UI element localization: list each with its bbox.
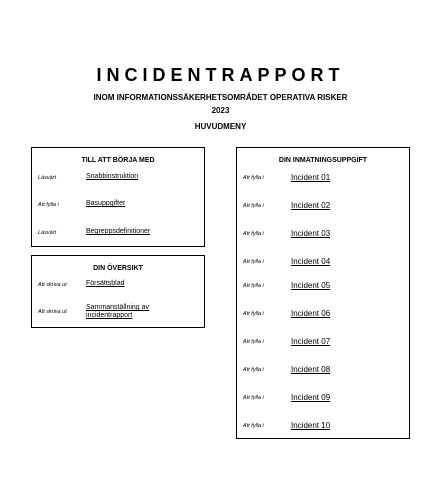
incident-06-link[interactable]: Incident 06 <box>291 309 331 318</box>
item-tag: Att skriva ut <box>38 309 67 315</box>
item-tag: Att fylla i <box>243 175 264 181</box>
incident-08-link[interactable]: Incident 08 <box>291 365 331 374</box>
incident-row <box>237 365 409 379</box>
incident-01-link[interactable]: Incident 01 <box>291 173 331 182</box>
incident-row <box>237 173 409 187</box>
item-tag: Att fylla i <box>243 423 264 429</box>
start-section <box>31 147 205 247</box>
item-tag: Att skriva ut <box>38 282 67 288</box>
menu-label: HUVUDMENY <box>194 122 247 131</box>
incident-row <box>237 229 409 243</box>
item-tag: Att fylla i <box>243 311 264 317</box>
page-subtitle: INOM INFORMATIONSSÄKERHETSOMRÅDET OPERATIVA RISKER <box>93 93 348 102</box>
basic-data-link[interactable]: Basuppgifter <box>86 200 126 207</box>
item-tag: Läsvärt <box>38 230 57 236</box>
input-section <box>236 147 410 439</box>
incident-row <box>237 309 409 323</box>
input-section-heading: DIN INMATNINGSUPPGIFT <box>278 157 368 164</box>
incident-02-link[interactable]: Incident 02 <box>291 201 331 210</box>
incident-09-link[interactable]: Incident 09 <box>291 393 331 402</box>
incident-row <box>237 257 409 271</box>
item-tag: Att fylla i <box>243 395 264 401</box>
report-year: 2023 <box>211 106 230 115</box>
overview-item-summary <box>32 304 204 318</box>
incident-07-link[interactable]: Incident 07 <box>291 337 331 346</box>
summary-link[interactable]: Sammanställning av incidentrapport <box>86 304 150 319</box>
item-tag: Att fylla i <box>243 231 264 237</box>
start-item-quick-guide <box>32 173 204 187</box>
item-tag: Att fylla i <box>243 203 264 209</box>
incident-row <box>237 281 409 295</box>
item-tag: Läsvärt <box>38 175 57 181</box>
definitions-link[interactable]: Begreppsdefinitioner <box>86 228 151 235</box>
incident-row <box>237 393 409 407</box>
incident-row <box>237 201 409 215</box>
item-tag: Att fylla i <box>243 367 264 373</box>
start-item-definitions <box>32 228 204 242</box>
incident-04-link[interactable]: Incident 04 <box>291 257 331 266</box>
incident-05-link[interactable]: Incident 05 <box>291 281 331 290</box>
overview-section-heading: DIN ÖVERSIKT <box>93 265 143 272</box>
incident-03-link[interactable]: Incident 03 <box>291 229 331 238</box>
start-section-heading: TILL ATT BÖRJA MED <box>81 157 155 164</box>
start-item-basic-data <box>32 200 204 214</box>
item-tag: Att fylla i <box>243 339 264 345</box>
cover-sheet-link[interactable]: Försättsblad <box>86 280 125 287</box>
item-tag: Att fylla i <box>243 283 264 289</box>
overview-section <box>31 255 205 328</box>
item-tag: Att fylla i <box>38 202 59 208</box>
incident-10-link[interactable]: Incident 10 <box>291 421 331 430</box>
overview-item-cover-sheet <box>32 280 204 294</box>
incident-row <box>237 337 409 351</box>
item-tag: Att fylla i <box>243 259 264 265</box>
incident-row <box>237 421 409 435</box>
quick-guide-link[interactable]: Snabbinstruktion <box>86 173 139 180</box>
page-title: INCIDENTRAPPORT <box>96 65 345 85</box>
